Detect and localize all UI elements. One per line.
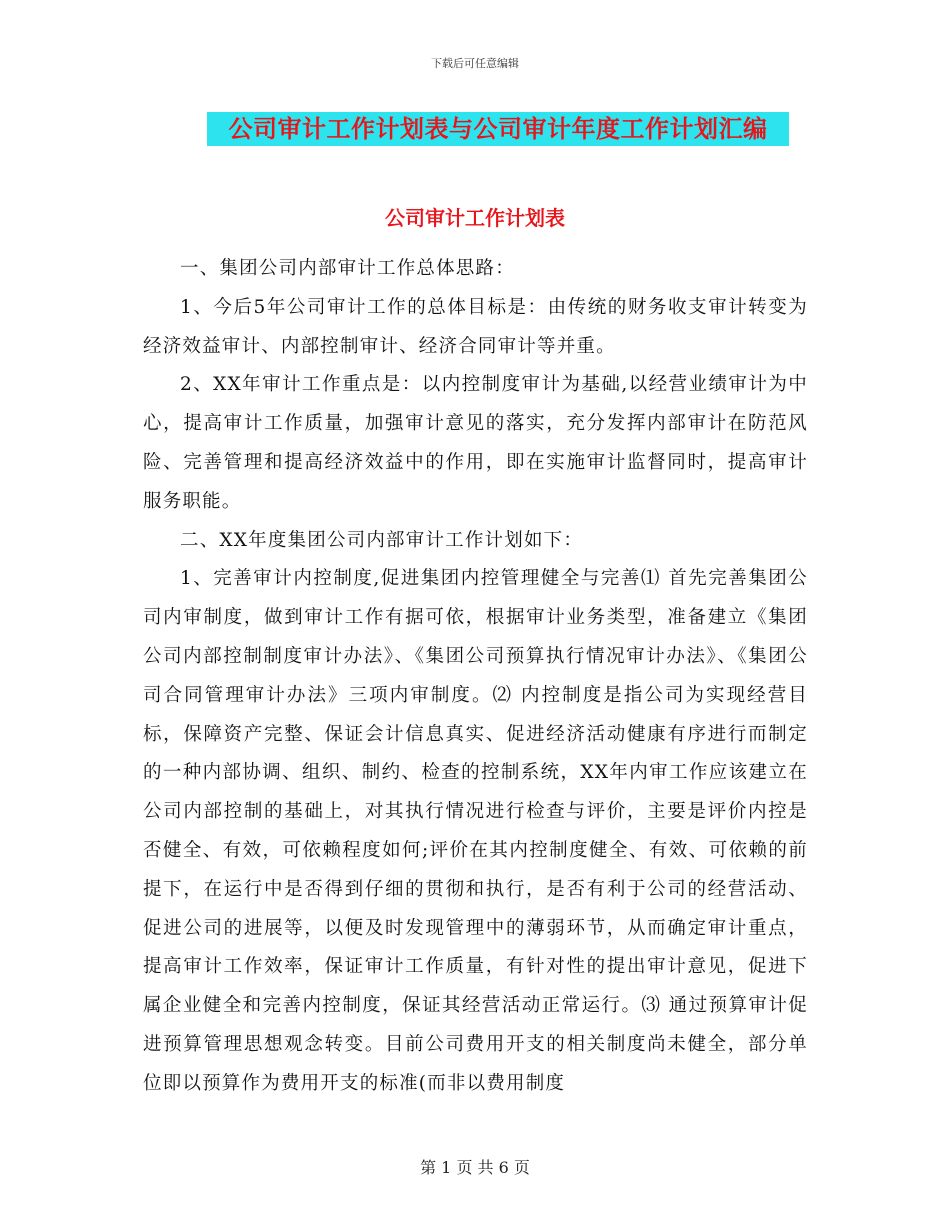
document-body — [143, 250, 808, 1104]
document-title: 公司审计工作计划表与公司审计年度工作计划汇编 — [207, 112, 789, 146]
paragraph: 1、完善审计内控制度,促进集团内控管理健全与完善⑴ 首先完善集团公司内审制度，做到审计工作有据可依，根据审计业务类型，准备建立《集团公司内部控制制度审计办法》、《集团公司预算执行情况审计办法》、《集团公司合同管理审计办法》三项内审制度。⑵ 内控制度是指公司为实现经营目标，保障资产完整、保证会计信息真实、促进经济活动健康有序进行而制定的一种内部协调、组织、制约、检查的控制系统，XX年内审工作应该建立在公司内部控制的基础上，对其执行情况进行检查与评价，主要是评价内控是否健全、有效，可依赖程度如何;评价在其内控制度健全、有效、可依赖的前提下，在运行中是否得到仔细的贯彻和执行，是否有利于公司的经营活动、促进公司的进展等，以便及时发现管理中的薄弱环节，从而确定审计重点，提高审计工作效率，保证审计工作质量，有针对性的提出审计意见，促进下属企业健全和完善内控制度，保证其经营活动正常运行。⑶ 通过预算审计促进预算管理思想观念转变。目前公司费用开支的相关制度尚未健全，部分单位即以预算作为费用开支的标准(而非以费用制度 — [143, 568, 808, 1094]
header-note: 下载后可任意编辑 — [431, 57, 519, 70]
paragraph: 二、XX年度集团公司内部审计工作计划如下： — [180, 529, 584, 551]
page-number-footer: 第 1 页 共 6 页 — [420, 1158, 530, 1177]
paragraph: 1、今后5年公司审计工作的总体目标是：由传统的财务收支审计转变为经济效益审计、内部控制审计、经济合同审计等并重。 — [143, 296, 808, 357]
section-title: 公司审计工作计划表 — [385, 206, 565, 230]
paragraph: 一、集团公司内部审计工作总体思路： — [180, 258, 515, 279]
paragraph: 2、XX年审计工作重点是：以内控制度审计为基础,以经营业绩审计为中心，提高审计工作质量，加强审计意见的落实，充分发挥内部审计在防范风险、完善管理和提高经济效益中的作用，即在实施审计监督同时，提高审计服务职能。 — [143, 374, 808, 512]
